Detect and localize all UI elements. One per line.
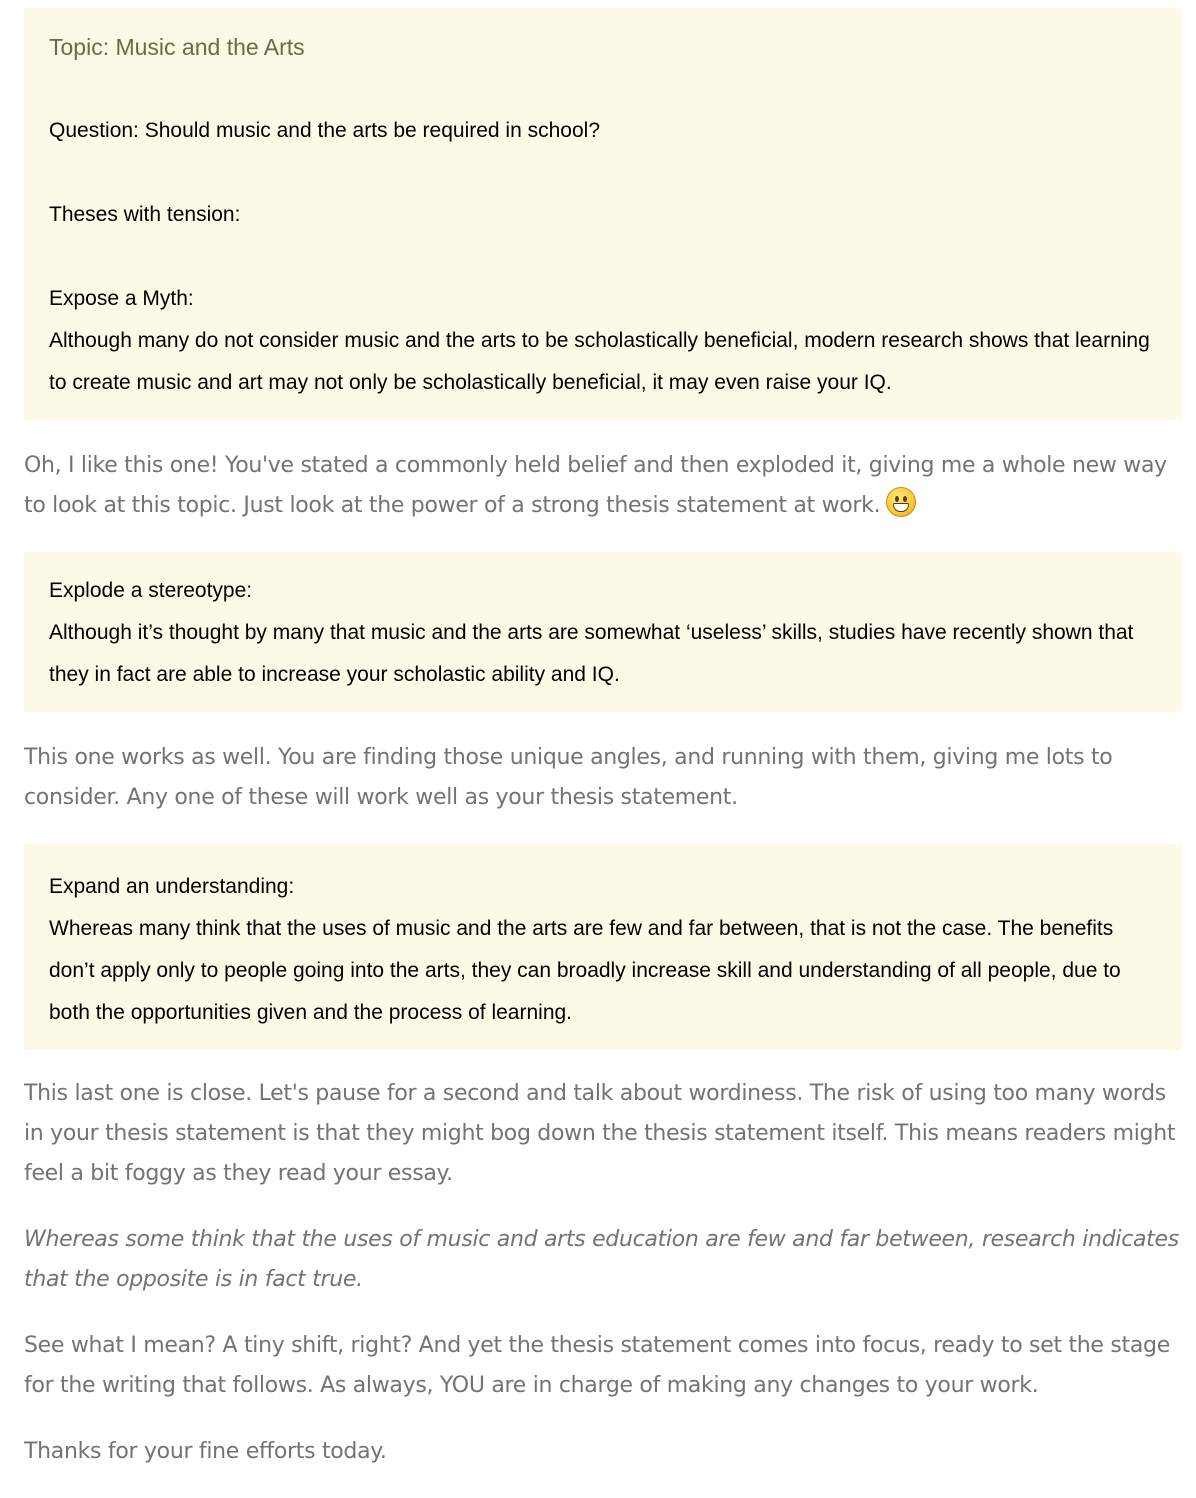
- comment-paragraph: This last one is close. Let's pause for a second and talk about wordiness. The risk of using too many words in your thesis statement is that they might bog down the thesis statement itself. This means readers might feel a bit foggy as they read your essay.: [24, 1081, 1176, 1186]
- spacer: [49, 152, 1157, 194]
- topic-line: Topic: Music and the Arts: [49, 34, 305, 60]
- expand-heading: Expand an understanding:: [49, 875, 295, 898]
- closing-paragraph: Thanks for your fine efforts today.: [24, 1439, 387, 1464]
- expand-text: Whereas many think that the uses of music and the arts are few and far between, that is not the case. The benefits don’t apply only to people going into the arts, they can broadly increase skill and understanding of all people, due to both the opportunities given and the process of learning.: [49, 917, 1121, 1024]
- comment-paragraph: This one works as well. You are finding those unique angles, and running with them, giving me lots to consider. Any one of these will work well as your thesis statement.: [24, 745, 1113, 810]
- comment-paragraph: [24, 446, 1182, 526]
- theses-heading: Theses with tension:: [49, 203, 241, 226]
- question-line: Question: Should music and the arts be required in school?: [49, 119, 600, 142]
- expand-box: [24, 844, 1182, 1050]
- stereotype-box: [24, 552, 1182, 712]
- feedback-document: [24, 8, 1182, 1498]
- stereotype-heading: Explode a stereotype:: [49, 579, 253, 602]
- myth-text: Although many do not consider music and the arts to be scholastically beneficial, modern research shows that learning to create music and art may not only be scholastically beneficial, it may even raise your IQ.: [49, 329, 1150, 394]
- spacer: [49, 236, 1157, 278]
- grinning-face-icon: [886, 487, 916, 517]
- myth-heading: Expose a Myth:: [49, 287, 194, 310]
- example-revision: Whereas some think that the uses of music and arts education are few and far between, research indicates that the opposite is in fact true.: [24, 1227, 1179, 1292]
- topic-box: [24, 8, 1182, 420]
- comment-paragraph: See what I mean? A tiny shift, right? And yet the thesis statement comes into focus, ready to set the stage for the writing that follows. As always, YOU are in charge of making any changes to your work.: [24, 1333, 1170, 1398]
- spacer: [49, 68, 1157, 110]
- comment-text: Oh, I like this one! You've stated a commonly held belief and then exploded it, giving me a whole new way to look at this topic. Just look at the power of a strong thesis statement at work.: [24, 453, 1167, 518]
- stereotype-text: Although it’s thought by many that music and the arts are somewhat ‘useless’ skills, studies have recently shown that they in fact are able to increase your scholastic ability and IQ.: [49, 621, 1134, 686]
